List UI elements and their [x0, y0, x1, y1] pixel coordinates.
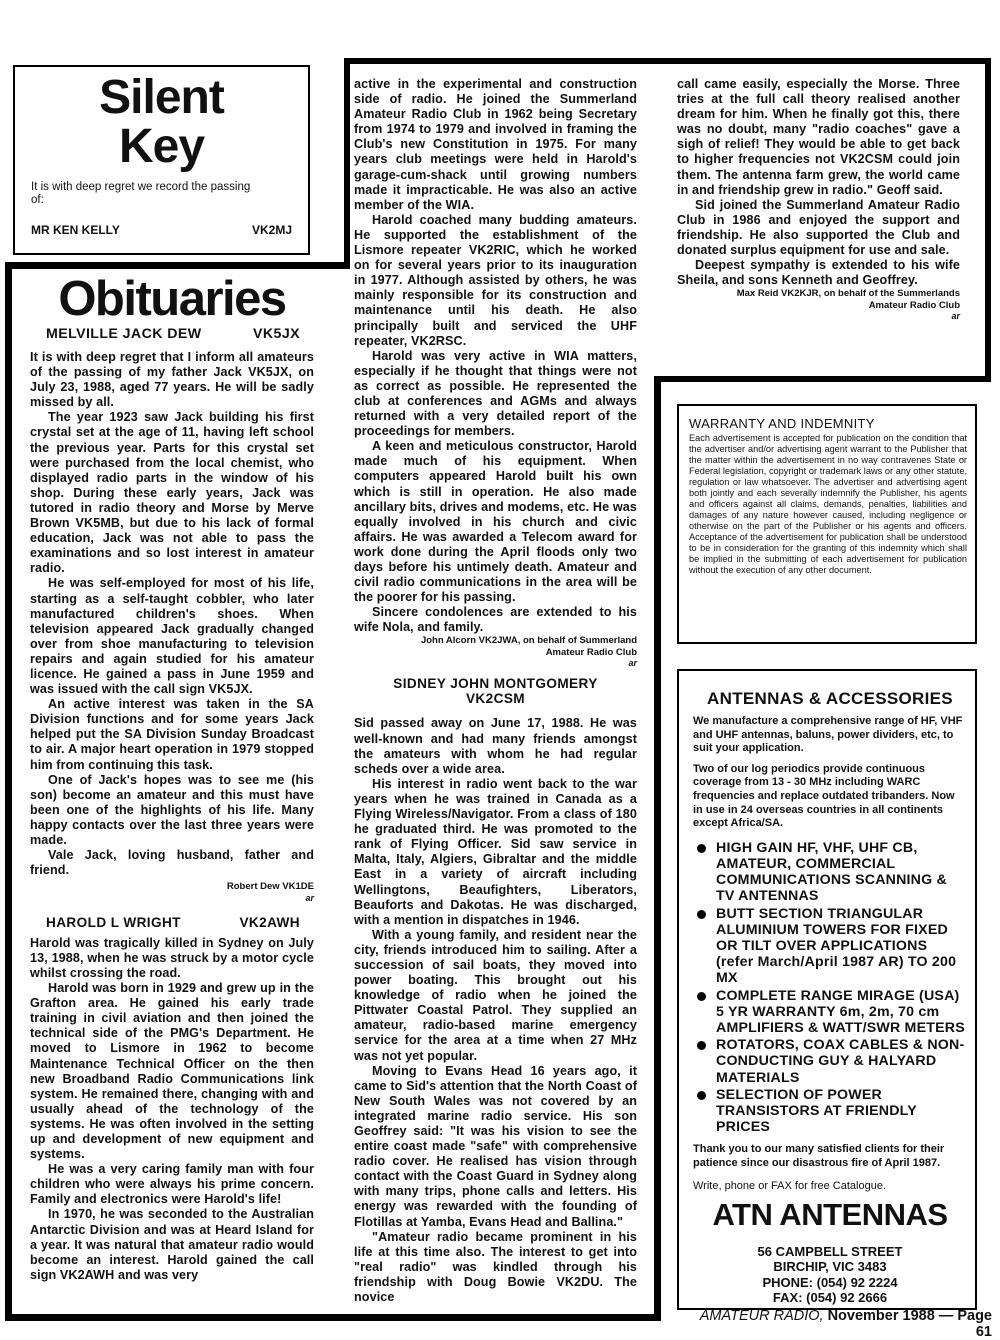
ad-phone: PHONE: (054) 92 2224	[762, 1274, 898, 1290]
ad-bullet-text: SELECTION OF POWER TRANSISTORS AT FRIENDLY PRICES	[716, 1086, 917, 1136]
frame-right	[985, 58, 991, 382]
dew-paragraph: An active interest was taken in the SA Division functions and for some years Jack helped put the SA Division Sunday Broadcast to air. A major heart operation in 1979 stopped him from continuing this task.	[30, 697, 314, 772]
footer-magazine: AMATEUR RADIO,	[699, 1308, 824, 1324]
montgomery-signature-line1: Max Reid VK2KJR, on behalf of the Summerlands	[736, 288, 960, 300]
montgomery-paragraph: "Amateur radio became prominent in his life at this time also. The interest to get into "real radio" was kindled through his friendship with Doug Bowie VK2DU. The novice	[354, 1229, 637, 1305]
bullet-icon	[697, 992, 706, 1001]
dew-paragraph: He was self-employed for most of his life, starting as a self-taught cobbler, who later manufactured children's shoes. When television appeared Jack gradually changed over from shoe manufacturing to television repairs and again studied for his amateur licence. He gained a pass in June 1959 and was issued with the call sign VK5JX.	[30, 576, 314, 697]
ad-brand: ATN ANTENNAS	[712, 1196, 948, 1232]
frame-obit-top	[5, 262, 350, 269]
ad-bullet-text: HIGH GAIN HF, VHF, UHF CB, AMATEUR, COMMERCIAL COMMUNICATIONS SCANNING & TV ANTENNAS	[716, 839, 947, 905]
wright-text-col2	[354, 77, 637, 635]
dew-text	[30, 350, 314, 878]
montgomery-paragraph: call came easily, especially the Morse. Three tries at the full call theory realised another dream for him. When he finally got this, there was no doubt, many "radio coaches" gave a sigh of relief! They would be able to get back to higher frequencies not VK2CSM could join them. The antenna farm grew, the world came in and friendship grew in radio." Geoff said.	[677, 77, 960, 197]
dew-heading-name: MELVILLE JACK DEW	[46, 326, 202, 342]
antennas-ad	[677, 669, 977, 1310]
ad-bullet	[697, 988, 967, 1037]
wright-paragraph: In 1970, he was seconded to the Australian Antarctic Division and was at Heard Island for a year. It was natural that amateur radio would become an interest. Harold gained the call sign VK2AWH and was very	[30, 1207, 314, 1282]
dew-heading-call: VK5JX	[253, 326, 300, 342]
ad-bullet-text: ROTATORS, COAX CABLES & NON-CONDUCTING GUY & HALYARD MATERIALS	[716, 1037, 965, 1086]
wright-heading-name: HAROLD L WRIGHT	[46, 914, 181, 930]
ad-intro-2: Two of our log periodics provide continuous coverage from 13 - 30 MHz including WARC frequencies and replace outdated tribanders. Now in use in 24 overseas countries in all continents except Africa/SA.	[693, 762, 955, 830]
bullet-icon	[697, 844, 706, 853]
wright-text-col1	[30, 936, 314, 1283]
ad-fax: FAX: (054) 92 2666	[772, 1290, 888, 1306]
silent-key-title-line1: Silent	[99, 71, 224, 124]
silent-key-intro: It is with deep regret we record the passing of:	[31, 181, 251, 206]
obituaries-column-1	[30, 272, 314, 1283]
frame-bottom	[5, 1314, 661, 1321]
wright-signature-line1: John Alcorn VK2JWA, on behalf of Summerland	[420, 635, 637, 647]
montgomery-paragraph: With a young family, and resident near the city, friends introduced him to sailing. After a succession of sail boats, they moved into power boating. This brought out his knowledge of radio when he joined the Pittwater Coastal Patrol. They supplied an amateur, radio-based marine emergency service for the area at a time when 27 MHz was not yet popular.	[354, 927, 637, 1063]
montgomery-signature-line2: Amateur Radio Club	[868, 299, 960, 311]
montgomery-heading-line2: VK2CSM	[465, 691, 526, 707]
wright-paragraph: Harold was born in 1929 and grew up in the Grafton area. He gained his early trade training in civil aviation and then joined the technical side of the PMG's Department. He moved to Lismore in 1962 to become Maintenance Technical Officer on the then new Broadband Radio Communications link system. He remained there, changing with and usually ahead of the technology of the systems. He was often involved in the setting up and development of new equipment and systems.	[30, 981, 314, 1162]
ad-address	[693, 1244, 967, 1306]
page-footer	[680, 1308, 992, 1340]
silent-key-box	[13, 65, 310, 255]
obituaries-title: Obituaries	[58, 272, 286, 326]
frame-col3-top	[654, 376, 991, 382]
warranty-title: WARRANTY AND INDEMNITY	[689, 416, 875, 431]
dew-paragraph: It is with deep regret that I inform all amateurs of the passing of my father Jack VK5JX, on July 23, 1988, aged 77 years. He will be sadly missed by all.	[30, 350, 314, 410]
ad-catalogue: Write, phone or FAX for free Catalogue.	[693, 1179, 887, 1192]
wright-ar: ar	[628, 658, 637, 669]
montgomery-paragraph: His interest in radio went back to the war years when he was trained in Canada as a Flying Wireless/Navigator. From a class of 180 he graduated third. He was promoted to the rank of Flying Officer. Sid saw service in Malta, Italy, Algiers, Gibraltar and the middle East in a variety of aircraft including Wellingtons, Beaufighters, Liberators, Beauforts and Dakotas. He was discharged, with a mention in dispatches in 1946.	[354, 776, 637, 927]
ad-bullet	[697, 906, 967, 987]
ad-title: ANTENNAS & ACCESSORIES	[707, 689, 953, 708]
montgomery-paragraph: Sid passed away on June 17, 1988. He was well-known and had many friends amongst the amateurs with whom he had regular scheds over a wide area.	[354, 716, 637, 776]
wright-paragraph: active in the experimental and construction side of radio. He joined the Summerland Amateur Radio Club in 1962 being Secretary from 1974 to 1979 and involved in framing the Club's new Constitution in 1975. For many years club meetings were held in Harold's garage-cum-shack until growing numbers made it impracticable. He was also an active member of the WIA.	[354, 77, 637, 212]
wright-heading-call: VK2AWH	[239, 914, 300, 930]
wright-signature-line2: Amateur Radio Club	[545, 646, 637, 658]
column-2	[354, 77, 637, 1305]
dew-paragraph: Vale Jack, loving husband, father and friend.	[30, 848, 314, 878]
ad-bullet	[697, 840, 967, 905]
frame-obit-left	[5, 262, 12, 1321]
montgomery-ar: ar	[951, 311, 960, 322]
dew-signature: Robert Dew VK1DE	[226, 881, 314, 893]
ad-intro-1: We manufacture a comprehensive range of HF, VHF and UHF antennas, baluns, power dividers, etc, to suit your application.	[693, 715, 963, 755]
ad-thanks: Thank you to our many satisfied clients for their patience since our disastrous fire of April 1987.	[693, 1143, 945, 1169]
frame-left-col2	[344, 58, 350, 262]
warranty-text: Each advertisement is accepted for publication on the condition that the advertiser and/or advertising agent warrant to the Publisher that the matter within the advertisement in no way contravenes State or Federal legislation, copyright or trademark laws or any other statute, regulation or law whatsoever. The advertiser and advertising agent both jointly and each severally indemnify the Publisher, his agents and officers against all claims, demands, penalties, liabilities and damages of any nature however caused, including negligence or otherwise on the part of the Publisher or his agents and officers. Acceptance of the advertisement for publication shall be understood to be in consideration for the granting of this indemnity which shall be implied in the submitting of each advertisement for publication without the execution of any other document.	[689, 433, 967, 575]
ad-bullet-text: BUTT SECTION TRIANGULAR ALUMINIUM TOWERS FOR FIXED OR TILT OVER APPLICATIONS (refer March/April 1987 AR) TO 200 MX	[716, 905, 957, 987]
montgomery-paragraph: Deepest sympathy is extended to his wife Sheila, and sons Kenneth and Geoffrey.	[677, 258, 960, 288]
bullet-icon	[697, 910, 706, 919]
column-3-top	[677, 77, 960, 321]
warranty-box	[677, 404, 977, 644]
ad-bullet	[697, 1037, 967, 1086]
bullet-icon	[697, 1041, 706, 1050]
frame-top-col2	[344, 58, 988, 64]
silent-key-name: MR KEN KELLY	[31, 223, 120, 237]
dew-ar: ar	[305, 892, 314, 903]
ad-bullet-text: COMPLETE RANGE MIRAGE (USA) 5 YR WARRANTY 6m, 2m, 70 cm AMPLIFIERS & WATT/SWR METERS	[716, 987, 965, 1036]
ad-bullet	[697, 1087, 967, 1136]
silent-key-title-line2: Key	[118, 120, 205, 173]
dew-paragraph: The year 1923 saw Jack building his first crystal set at the age of 11, having left school the previous year. Parts for this crystal set were purchased from the local chemist, who displayed radio parts in the window of his shop. During these early years, Jack was tutored in radio theory and Morse by Merve Brown VK5MB, but due to his lack of formal education, Jack was not able to pass the examinations and so lost interest in amateur radio.	[30, 410, 314, 576]
montgomery-heading-line1: SIDNEY JOHN MONTGOMERY	[393, 676, 598, 692]
montgomery-text-col3	[677, 77, 960, 288]
bullet-icon	[697, 1091, 706, 1100]
montgomery-paragraph: Moving to Evans Head 16 years ago, it came to Sid's attention that the North Coast of New South Wales was not covered by an integrated marine radio service. His son Geoffrey said: "It was his vision to see the entire coast made "safe" with comprehensive radio cover. He realised has vision through contact with the Coast Guard in Sydney along with many trips, phone calls and letters. His energy was rewarded with the founding of Flotillas at Yamba, Evans Head and Ballina."	[354, 1063, 637, 1229]
wright-paragraph: Sincere condolences are extended to his wife Nola, and family.	[354, 605, 637, 635]
wright-heading	[30, 915, 314, 930]
montgomery-text-col2	[354, 716, 637, 1305]
wright-paragraph: He was a very caring family man with four children who were always his prime concern. Family and electronics were Harold's life!	[30, 1162, 314, 1207]
wright-paragraph: Harold was very active in WIA matters, especially if he thought that things were not as correct as possible. He represented the club at conferences and AGMs and always returned with a very detailed report of the proceedings for members.	[354, 348, 637, 439]
montgomery-paragraph: Sid joined the Summerland Amateur Radio Club in 1986 and enjoyed the support and friendship. He also supported the Club and donated surplus equipment for use and sale.	[677, 197, 960, 258]
footer-issue: November 1988 — Page 61	[827, 1308, 992, 1340]
dew-heading	[30, 326, 314, 342]
silent-key-callsign: VK2MJ	[251, 223, 292, 237]
wright-paragraph: A keen and meticulous constructor, Harold made much of his equipment. When computers appeared Harold built his own which is still in operation. He also made ancillary bits, drives and modems, etc. He was equally involved in his church and civic affairs. He was awarded a Telecom award for work done during the April floods only two days before his untimely death. Amateur and civil radio communications in the area will be the poorer for his passing.	[354, 439, 637, 605]
dew-paragraph: One of Jack's hopes was to see me (his son) become an amateur and this must have been one of the highlights of his life. Many happy contacts over the last three years were made.	[30, 772, 314, 847]
ad-bullet-list	[693, 840, 967, 1136]
frame-col3-left	[654, 376, 661, 1321]
ad-address-line1: 56 CAMPBELL STREET	[757, 1243, 903, 1259]
wright-paragraph: Harold was tragically killed in Sydney on July 13, 1988, when he was struck by a motor cycle whilst crossing the road.	[30, 935, 314, 980]
wright-paragraph: Harold coached many budding amateurs. He supported the establishment of the Lismore repeater VK2RIC, which he worked on for several years prior to its inauguration in 1977. Although assisted by others, he was mainly responsible for its construction and maintenance until his death. He also principally built and serviced the UHF repeater, VK2RSC.	[354, 212, 637, 348]
ad-address-line2: BIRCHIP, VIC 3483	[773, 1259, 887, 1275]
